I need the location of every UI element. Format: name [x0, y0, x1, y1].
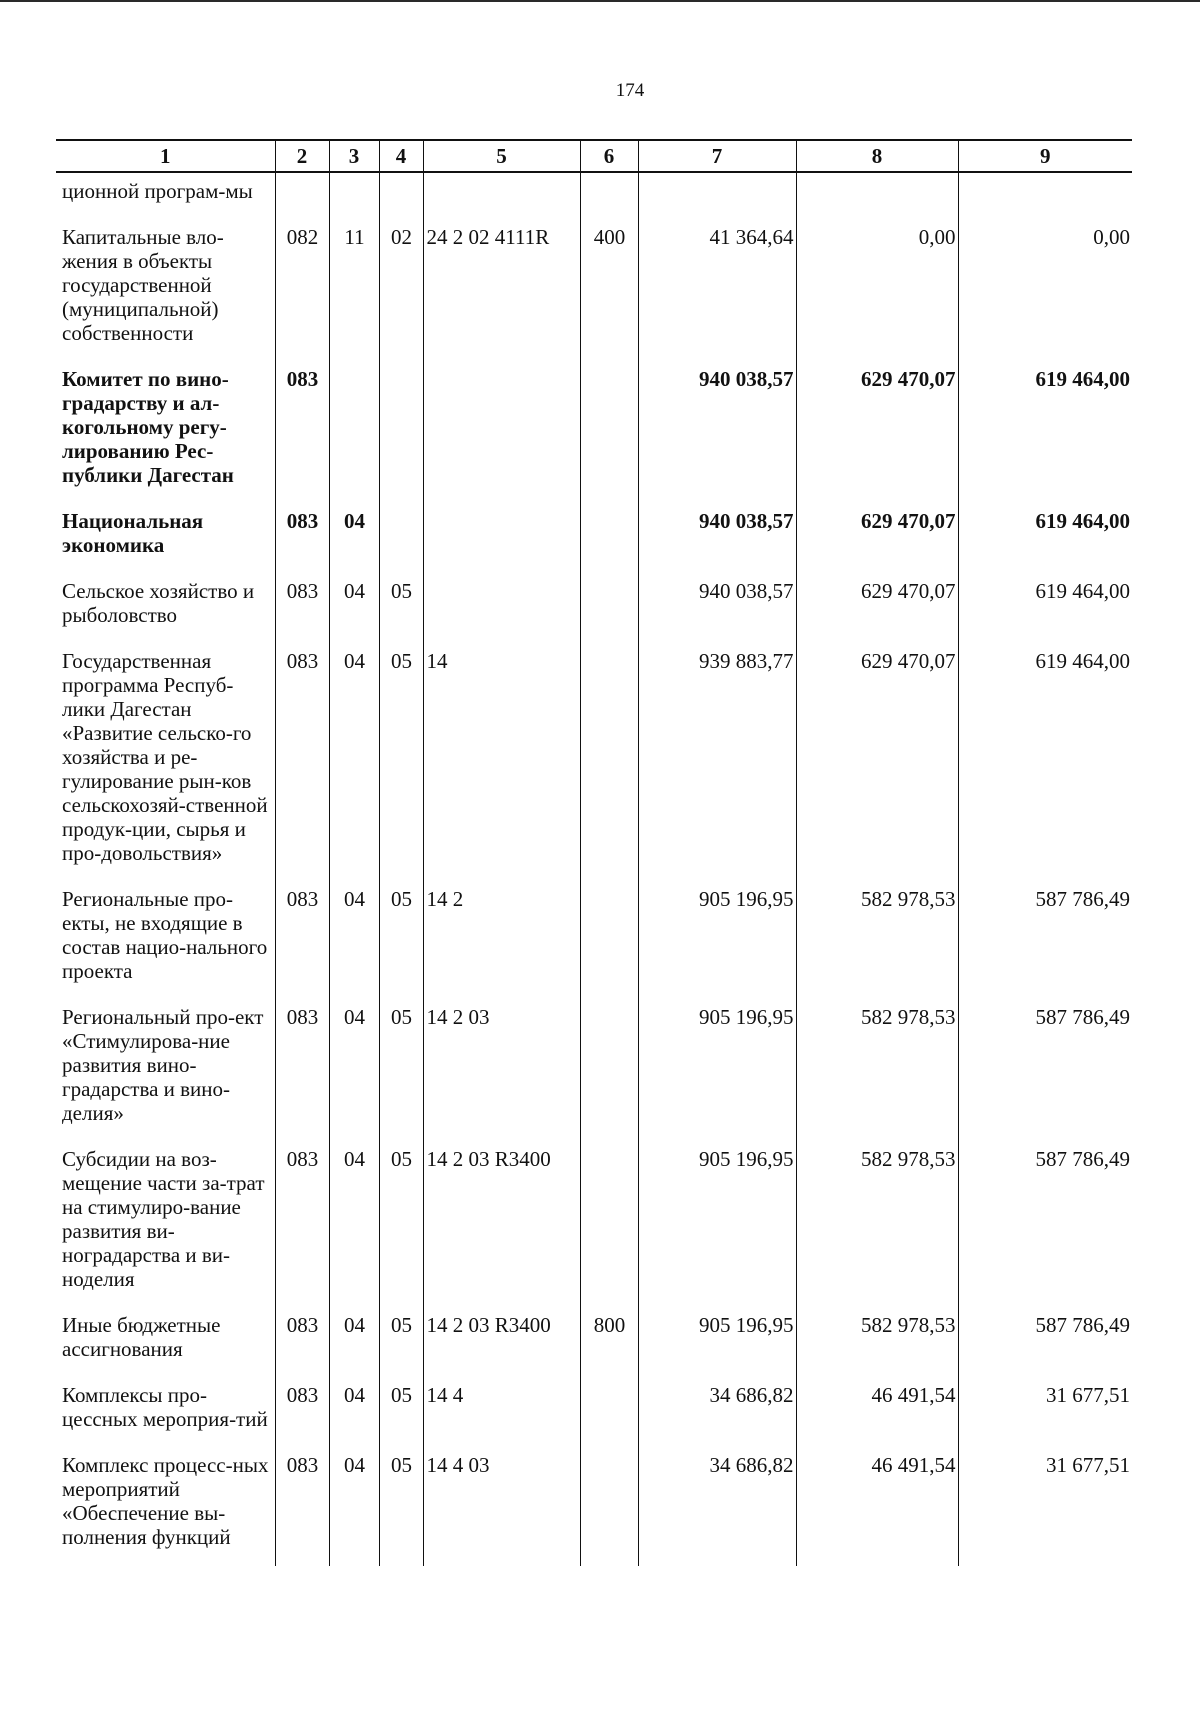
row-name: Сельское хозяйство и рыболовство — [62, 579, 255, 627]
cell-amount-9: 619 464,00 — [958, 497, 1132, 567]
cell-code-2: 083 — [275, 567, 329, 637]
cell-code-4: 05 — [379, 993, 423, 1135]
cell-amount-8: 629 470,07 — [796, 355, 958, 497]
cell-code-3: 04 — [329, 1301, 379, 1371]
cell-code-2 — [275, 172, 329, 213]
cell-code-5 — [423, 355, 580, 497]
cell-code-2: 083 — [275, 637, 329, 875]
cell-code-5: 14 — [423, 637, 580, 875]
cell-code-6 — [580, 567, 638, 637]
cell-code-3: 04 — [329, 637, 379, 875]
cell-amount-7: 34 686,82 — [638, 1371, 796, 1441]
cell-amount-8: 46 491,54 — [796, 1371, 958, 1441]
cell-code-6 — [580, 1135, 638, 1301]
cell-amount-8: 629 470,07 — [796, 567, 958, 637]
table-row — [56, 1371, 1132, 1441]
cell-code-2: 083 — [275, 497, 329, 567]
cell-code-4 — [379, 497, 423, 567]
cell-amount-9: 31 677,51 — [958, 1441, 1132, 1566]
table-row — [56, 1135, 1132, 1301]
row-name: Комплекс процесс-ных мероприятий «Обеспечение вы-полнения функций — [62, 1453, 269, 1549]
cell-code-4: 05 — [379, 875, 423, 993]
budget-table — [56, 139, 1132, 1566]
column-header: 5 — [423, 140, 580, 172]
cell-amount-9: 0,00 — [958, 213, 1132, 355]
cell-code-4: 05 — [379, 1371, 423, 1441]
cell-code-3: 04 — [329, 1371, 379, 1441]
row-name: Национальная экономика — [62, 509, 204, 557]
table-row — [56, 213, 1132, 355]
table-row — [56, 637, 1132, 875]
table-row — [56, 875, 1132, 993]
scan-top-edge — [0, 0, 1200, 2]
cell-amount-9: 31 677,51 — [958, 1371, 1132, 1441]
row-name: Субсидии на воз-мещение части за-трат на стимулиро-вание развития ви-ноградарства и ви-ноделия — [62, 1147, 265, 1291]
column-header: 6 — [580, 140, 638, 172]
row-name: Комплексы про-цессных мероприя-тий — [62, 1383, 268, 1431]
row-name: Капитальные вло-жения в объекты государственной (муниципальной) собственности — [62, 225, 224, 345]
cell-code-3 — [329, 172, 379, 213]
row-name: Иные бюджетные ассигнования — [62, 1313, 221, 1361]
column-header: 2 — [275, 140, 329, 172]
cell-amount-9: 619 464,00 — [958, 355, 1132, 497]
cell-code-6 — [580, 497, 638, 567]
cell-amount-9: 619 464,00 — [958, 567, 1132, 637]
cell-code-4 — [379, 172, 423, 213]
cell-code-6: 800 — [580, 1301, 638, 1371]
cell-amount-9: 619 464,00 — [958, 637, 1132, 875]
cell-amount-7: 41 364,64 — [638, 213, 796, 355]
cell-code-5: 14 2 03 R3400 — [423, 1301, 580, 1371]
cell-code-2: 083 — [275, 1135, 329, 1301]
row-name: Региональные про-екты, не входящие в состав нацио-нального проекта — [62, 887, 268, 983]
row-name: Комитет по вино-градарству и ал-когольному регу-лированию Рес-публики Дагестан — [62, 367, 234, 487]
cell-code-6 — [580, 355, 638, 497]
cell-code-3: 04 — [329, 1441, 379, 1566]
column-header: 1 — [56, 140, 275, 172]
cell-code-6 — [580, 172, 638, 213]
table-row — [56, 497, 1132, 567]
column-header: 3 — [329, 140, 379, 172]
table-row — [56, 172, 1132, 213]
cell-amount-7: 905 196,95 — [638, 875, 796, 993]
cell-code-4 — [379, 355, 423, 497]
table-body — [56, 172, 1132, 1566]
cell-code-3: 04 — [329, 567, 379, 637]
cell-code-2: 083 — [275, 1441, 329, 1566]
cell-amount-9 — [958, 172, 1132, 213]
cell-code-4: 05 — [379, 637, 423, 875]
cell-code-5: 14 2 03 R3400 — [423, 1135, 580, 1301]
cell-amount-7: 940 038,57 — [638, 567, 796, 637]
cell-amount-7: 905 196,95 — [638, 993, 796, 1135]
cell-code-5 — [423, 567, 580, 637]
cell-code-3 — [329, 355, 379, 497]
cell-code-4: 02 — [379, 213, 423, 355]
cell-code-6: 400 — [580, 213, 638, 355]
cell-amount-7 — [638, 172, 796, 213]
cell-code-5: 14 2 — [423, 875, 580, 993]
cell-code-6 — [580, 637, 638, 875]
table-row — [56, 1441, 1132, 1566]
column-header: 4 — [379, 140, 423, 172]
row-name: ционной програм-мы — [62, 179, 253, 203]
cell-amount-7: 905 196,95 — [638, 1135, 796, 1301]
page-number: 174 — [615, 80, 645, 101]
cell-code-6 — [580, 1441, 638, 1566]
table-row — [56, 567, 1132, 637]
cell-amount-7: 939 883,77 — [638, 637, 796, 875]
table-header-row — [56, 140, 1132, 172]
table-row — [56, 993, 1132, 1135]
cell-code-2: 083 — [275, 1371, 329, 1441]
cell-amount-7: 940 038,57 — [638, 355, 796, 497]
cell-code-5: 14 2 03 — [423, 993, 580, 1135]
cell-code-5 — [423, 497, 580, 567]
row-name: Государственная программа Респуб-лики Дагестан «Развитие сельско-го хозяйства и ре-гулирование рын-ков сельскохозяй-ственной продук-ции, сырья и про-довольствия» — [62, 649, 268, 865]
cell-amount-8 — [796, 172, 958, 213]
cell-amount-8: 582 978,53 — [796, 1135, 958, 1301]
cell-code-4: 05 — [379, 1301, 423, 1371]
cell-code-2: 083 — [275, 993, 329, 1135]
cell-code-3: 04 — [329, 993, 379, 1135]
cell-code-6 — [580, 875, 638, 993]
cell-amount-8: 582 978,53 — [796, 875, 958, 993]
cell-amount-8: 46 491,54 — [796, 1441, 958, 1566]
cell-amount-8: 629 470,07 — [796, 637, 958, 875]
cell-amount-9: 587 786,49 — [958, 1135, 1132, 1301]
cell-code-2: 083 — [275, 1301, 329, 1371]
cell-code-5: 14 4 — [423, 1371, 580, 1441]
cell-code-3: 11 — [329, 213, 379, 355]
cell-amount-8: 629 470,07 — [796, 497, 958, 567]
row-name: Региональный про-ект «Стимулирова-ние развития вино-градарства и вино-делия» — [62, 1005, 264, 1125]
cell-code-3: 04 — [329, 875, 379, 993]
cell-amount-8: 582 978,53 — [796, 993, 958, 1135]
column-header: 8 — [796, 140, 958, 172]
cell-code-4: 05 — [379, 567, 423, 637]
cell-amount-7: 34 686,82 — [638, 1441, 796, 1566]
cell-code-4: 05 — [379, 1135, 423, 1301]
cell-code-5 — [423, 172, 580, 213]
column-header: 7 — [638, 140, 796, 172]
cell-code-5: 24 2 02 4111R — [423, 213, 580, 355]
cell-amount-7: 905 196,95 — [638, 1301, 796, 1371]
cell-amount-9: 587 786,49 — [958, 1301, 1132, 1371]
cell-amount-8: 582 978,53 — [796, 1301, 958, 1371]
cell-code-5: 14 4 03 — [423, 1441, 580, 1566]
table-row — [56, 1301, 1132, 1371]
cell-code-2: 082 — [275, 213, 329, 355]
cell-code-3: 04 — [329, 497, 379, 567]
cell-code-3: 04 — [329, 1135, 379, 1301]
table-row — [56, 355, 1132, 497]
cell-amount-9: 587 786,49 — [958, 875, 1132, 993]
cell-code-6 — [580, 1371, 638, 1441]
column-header: 9 — [958, 140, 1132, 172]
cell-amount-8: 0,00 — [796, 213, 958, 355]
cell-code-2: 083 — [275, 875, 329, 993]
cell-code-4: 05 — [379, 1441, 423, 1566]
cell-amount-9: 587 786,49 — [958, 993, 1132, 1135]
cell-code-2: 083 — [275, 355, 329, 497]
cell-amount-7: 940 038,57 — [638, 497, 796, 567]
cell-code-6 — [580, 993, 638, 1135]
